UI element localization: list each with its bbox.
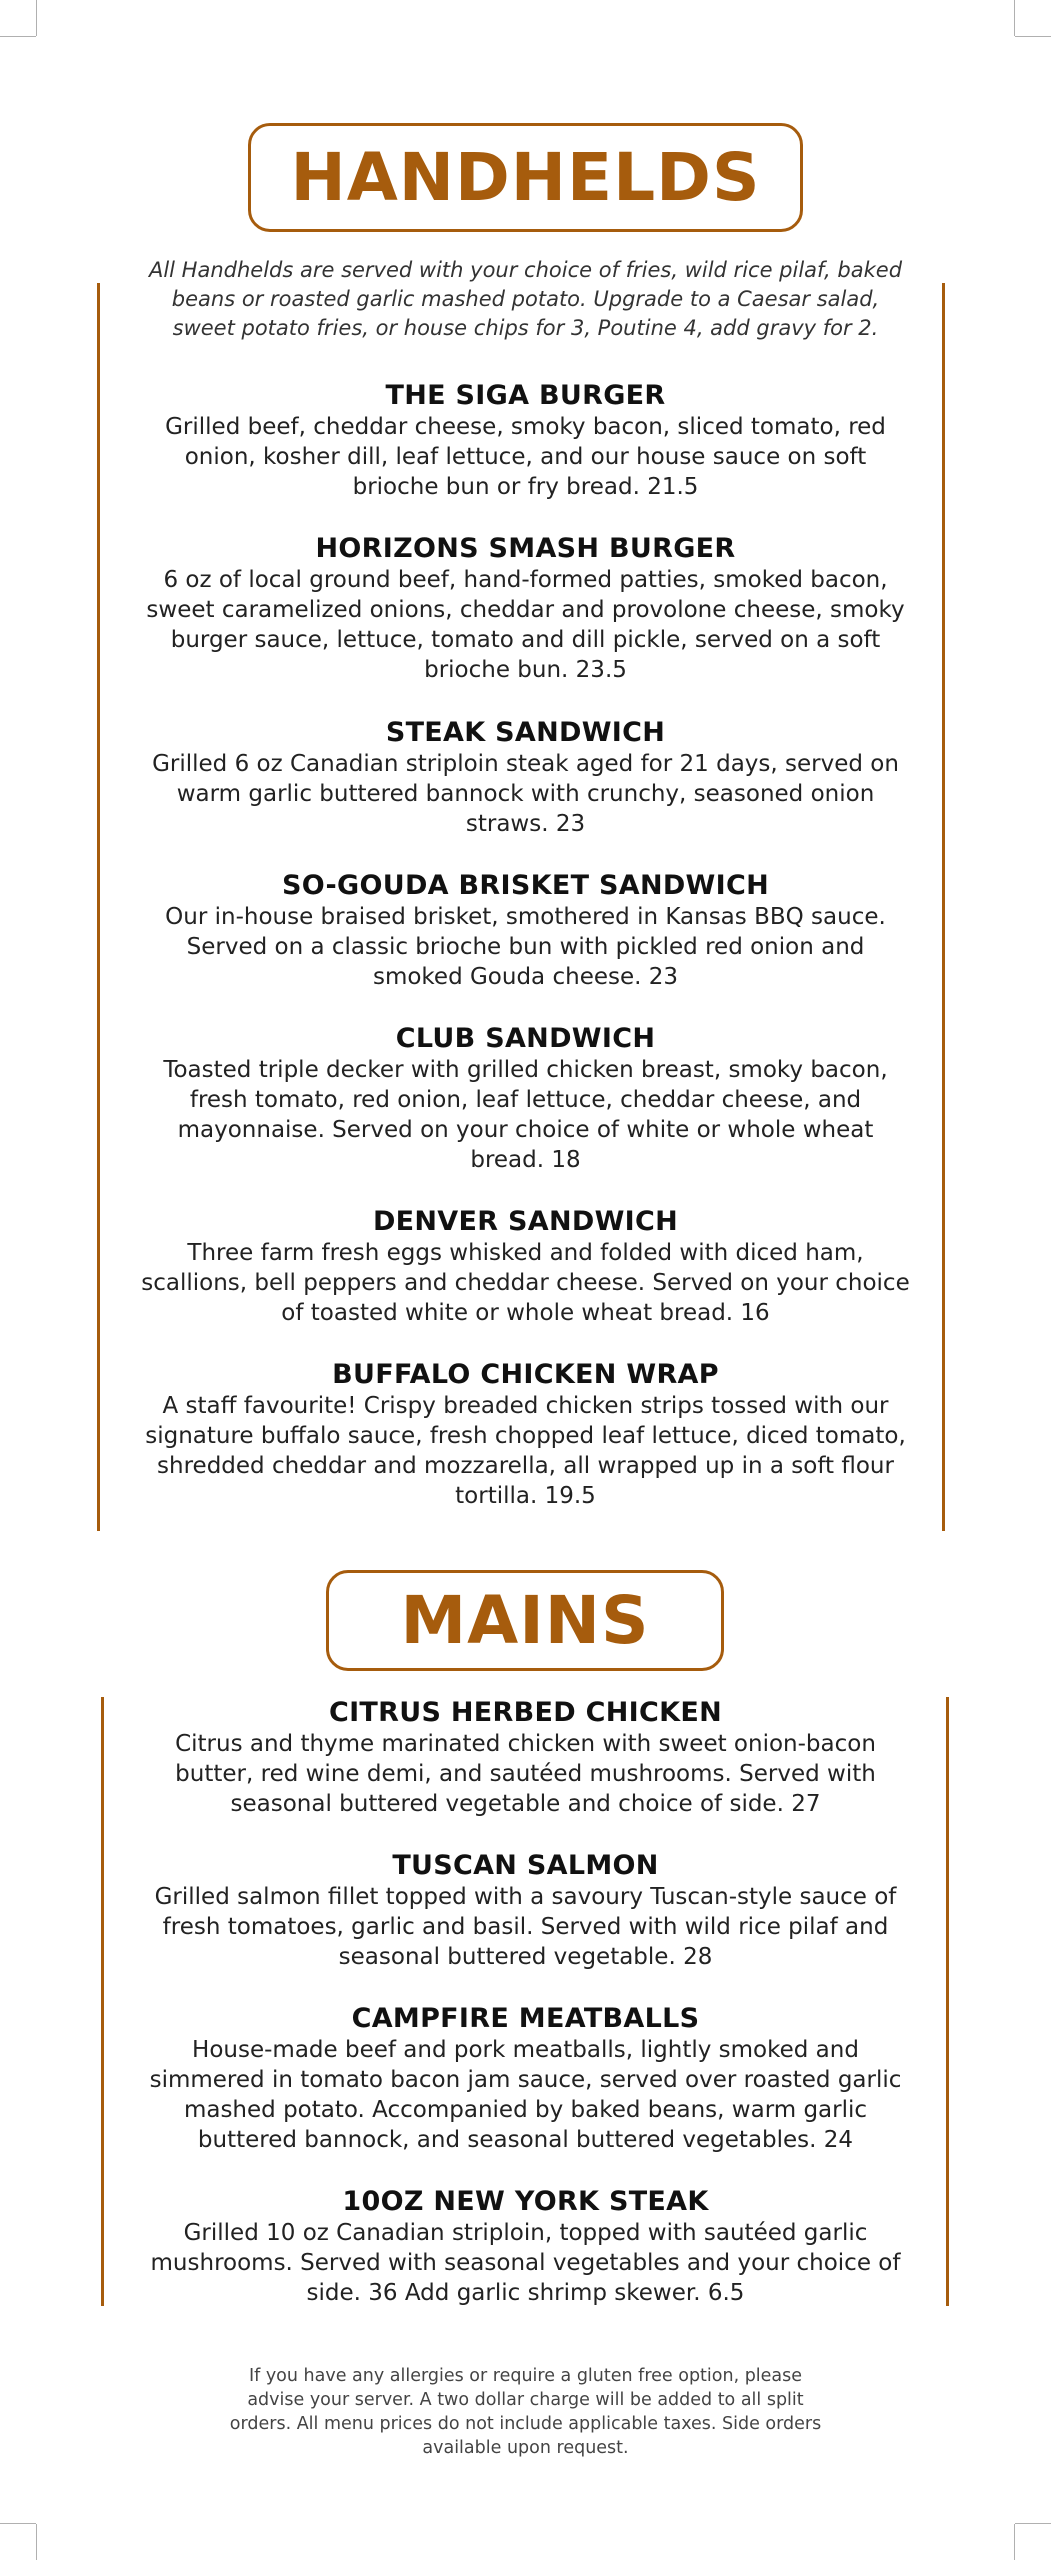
menu-item-description: A staff favourite! Crispy breaded chicken strips tossed with our signature buffalo sauce, fresh chopped leaf lettuce, diced tomato, shredded cheddar and mozzarella, all wrapped up in a soft flour tortilla. 19.5	[145, 1393, 906, 1509]
menu-item-name: DENVER SANDWICH	[372, 1206, 679, 1237]
menu-item	[140, 1697, 911, 1819]
menu-item-name: 10OZ NEW YORK STEAK	[342, 2186, 709, 2217]
menu-item	[140, 2003, 911, 2155]
footer-note: If you have any allergies or require a gluten free option, please advise your server. A two dollar charge will be added to all split orders. All menu prices do not include applicable taxes. Side orders available upon request.	[229, 2366, 822, 2458]
menu-item	[140, 870, 911, 992]
crop-mark-bottom-right-h	[1015, 2523, 1051, 2524]
handhelds-right-rule	[942, 283, 945, 1531]
menu-item-name: THE SIGA BURGER	[385, 380, 666, 411]
menu-item-description: Three farm fresh eggs whisked and folded with diced ham, scallions, bell peppers and cheddar cheese. Served on your choice of toasted white or whole wheat bread. 16	[141, 1240, 910, 1326]
menu-item	[140, 1023, 911, 1175]
menu-item	[140, 1359, 911, 1511]
menu-item	[140, 2186, 911, 2308]
menu-item-name: CITRUS HERBED CHICKEN	[328, 1697, 723, 1728]
crop-mark-top-right-v	[1014, 0, 1015, 36]
menu-item-description: Toasted triple decker with grilled chicken breast, smoky bacon, fresh tomato, red onion, leaf lettuce, cheddar cheese, and mayonnaise. Served on your choice of white or whole wheat bread. 18	[163, 1057, 888, 1173]
crop-mark-top-left-h	[0, 36, 36, 37]
menu-item-description: Grilled 10 oz Canadian striploin, topped with sautéed garlic mushrooms. Served with seasonal vegetables and your choice of side. 36 Add garlic shrimp skewer. 6.5	[150, 2220, 901, 2306]
menu-item-description: 6 oz of local ground beef, hand-formed patties, smoked bacon, sweet caramelized onions, cheddar and provolone cheese, smoky burger sauce, lettuce, tomato and dill pickle, served on a soft brioche bun. 23.5	[146, 567, 905, 683]
handhelds-left-rule	[97, 283, 100, 1531]
menu-item	[140, 533, 911, 685]
menu-item	[140, 717, 911, 839]
mains-left-rule	[101, 1697, 104, 2306]
menu-item-description: Grilled 6 oz Canadian striploin steak aged for 21 days, served on warm garlic buttered bannock with crunchy, seasoned onion straws. 23	[152, 751, 899, 837]
menu-item-name: BUFFALO CHICKEN WRAP	[332, 1359, 719, 1390]
menu-item-name: TUSCAN SALMON	[392, 1850, 659, 1881]
menu-item	[140, 1850, 911, 1972]
crop-mark-bottom-left-v	[36, 2524, 37, 2560]
menu-item-description: Grilled salmon fillet topped with a savoury Tuscan-style sauce of fresh tomatoes, garlic and basil. Served with wild rice pilaf and seasonal buttered vegetable. 28	[154, 1884, 897, 1970]
crop-mark-top-left-v	[36, 0, 37, 36]
menu-item-description: House-made beef and pork meatballs, lightly smoked and simmered in tomato bacon jam sauce, served over roasted garlic mashed potato. Accompanied by baked beans, warm garlic buttered bannock, and seasonal buttered vegetables. 24	[149, 2037, 902, 2153]
menu-item-name: CAMPFIRE MEATBALLS	[351, 2003, 700, 2034]
crop-mark-top-right-h	[1015, 36, 1051, 37]
handhelds-intro: All Handhelds are served with your choice of fries, wild rice pilaf, baked beans or roasted garlic mashed potato. Upgrade to a Caesar salad, sweet potato fries, or house chips for 3, Poutine 4, add gravy for 2.	[148, 258, 903, 340]
menu-item	[140, 380, 911, 502]
crop-mark-bottom-right-v	[1014, 2524, 1015, 2560]
menu-item-name: HORIZONS SMASH BURGER	[315, 533, 736, 564]
menu-item	[140, 1206, 911, 1328]
mains-right-rule	[946, 1697, 949, 2306]
menu-item-description: Grilled beef, cheddar cheese, smoky bacon, sliced tomato, red onion, kosher dill, leaf lettuce, and our house sauce on soft brioche bun or fry bread. 21.5	[165, 414, 886, 500]
handhelds-title: HANDHELDS	[290, 138, 761, 216]
menu-item-name: CLUB SANDWICH	[395, 1023, 656, 1054]
menu-item-name: STEAK SANDWICH	[385, 717, 666, 748]
menu-item-description: Our in-house braised brisket, smothered in Kansas BBQ sauce. Served on a classic brioche bun with pickled red onion and smoked Gouda cheese. 23	[165, 904, 886, 990]
menu-item-name: SO-GOUDA BRISKET SANDWICH	[282, 870, 769, 901]
mains-title: MAINS	[400, 1581, 650, 1659]
menu-item-description: Citrus and thyme marinated chicken with sweet onion-bacon butter, red wine demi, and sautéed mushrooms. Served with seasonal buttered vegetable and choice of side. 27	[175, 1731, 876, 1817]
crop-mark-bottom-left-h	[0, 2523, 36, 2524]
handhelds-title-box	[248, 123, 803, 232]
mains-title-box	[326, 1570, 724, 1671]
